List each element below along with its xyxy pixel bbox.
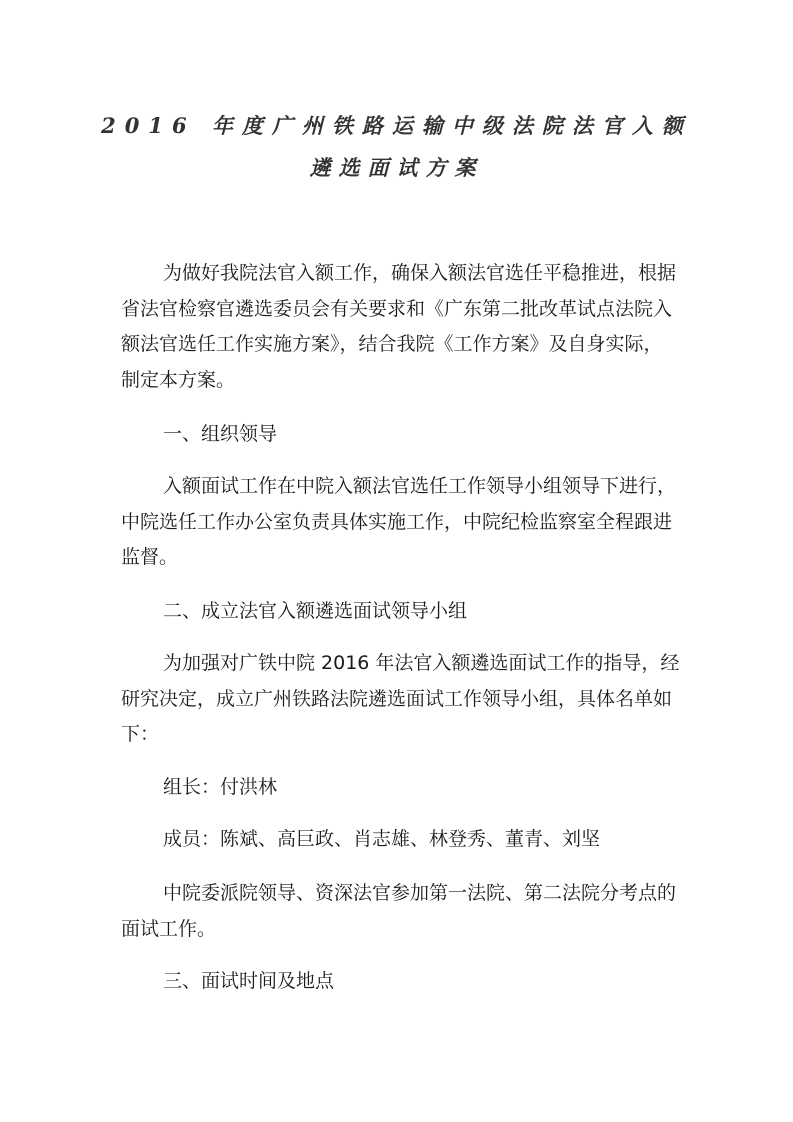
section-3-heading: 三、面试时间及地点 — [163, 970, 335, 992]
document-title-line-2: 遴选面试方案 — [309, 155, 484, 180]
group-leader-line: 组长：付洪林 — [163, 776, 278, 798]
section-2-heading: 二、成立法官入额遴选面试领导小组 — [163, 600, 468, 622]
section-1-heading: 一、组织领导 — [163, 423, 278, 445]
intro-paragraph: 为做好我院法官入额工作，确保入额法官选任平稳推进，根据省法官检察官遴选委员会有关要求和《广东第二批改革试点法院入额法官选任工作实施方案》，结合我院《工作方案》及自身实际，制定本方案。 — [121, 262, 677, 391]
group-members-line: 成员：陈斌、高巨政、肖志雄、林登秀、董青、刘坚 — [163, 828, 601, 850]
document-title-line-1: 2016 年度广州铁路运输中级法院法官入额 — [101, 113, 692, 138]
section-2-paragraph: 为加强对广铁中院 2016 年法官入额遴选面试工作的指导，经研究决定，成立广州铁路法院遴选面试工作领导小组，具体名单如下： — [121, 652, 680, 745]
section-1-paragraph: 入额面试工作在中院入额法官选任工作领导小组领导下进行，中院选任工作办公室负责具体实施工作，中院纪检监察室全程跟进监督。 — [121, 475, 677, 568]
section-2-note: 中院委派院领导、资深法官参加第一法院、第二法院分考点的面试工作。 — [121, 882, 677, 940]
